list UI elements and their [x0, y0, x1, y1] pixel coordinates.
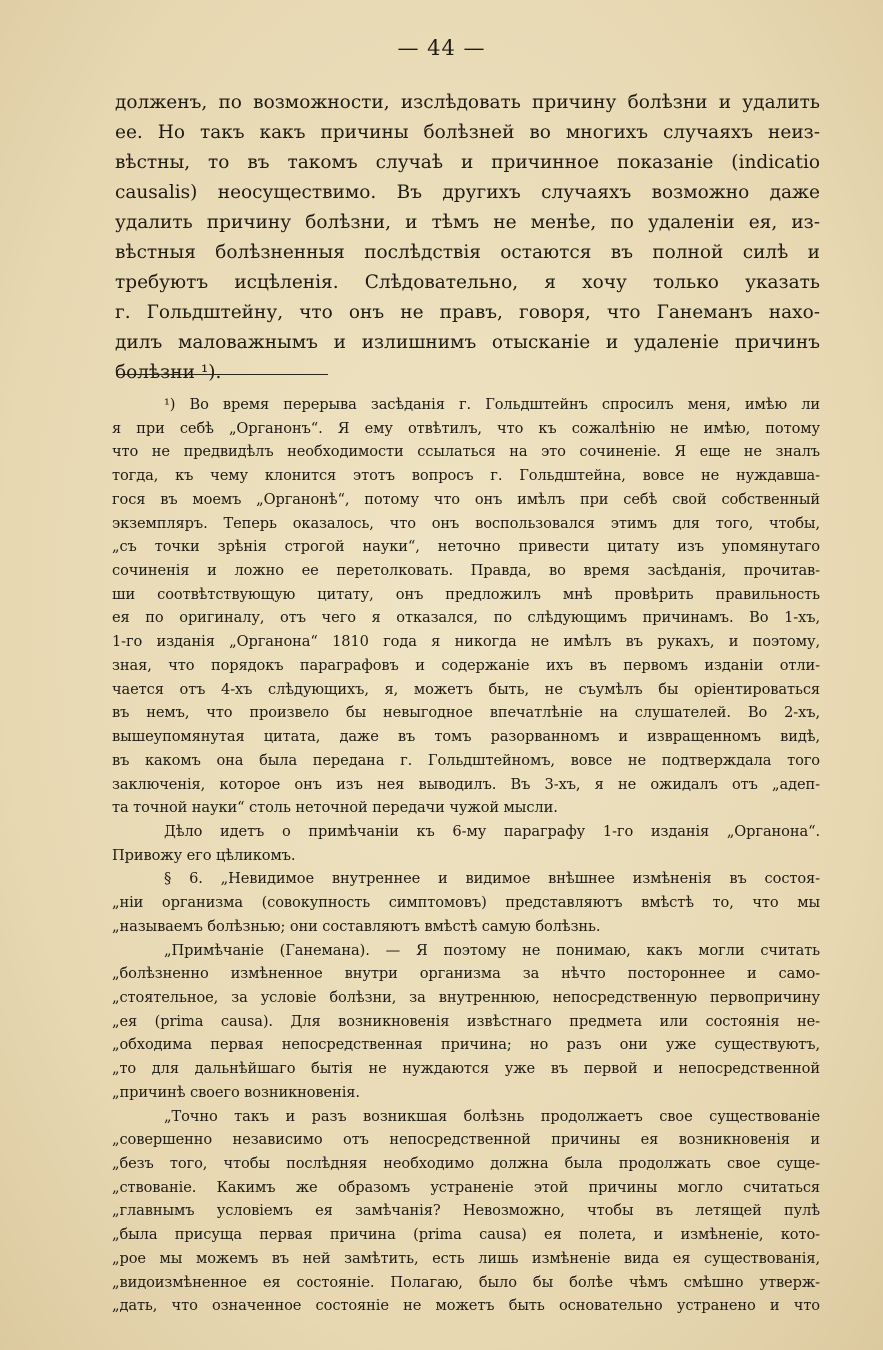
footnote-line: гося въ моемъ „Органонѣ“, потому что онъ имѣлъ при себѣ свой собственный: [112, 490, 820, 508]
footnote-line: „Точно такъ и разъ возникшая болѣзнь продолжаетъ свое существованіе: [164, 1107, 820, 1125]
main-text: [115, 88, 820, 388]
footnote-line: „причинѣ своего возникновенія.: [112, 1083, 360, 1101]
footnote-line: экземпляръ. Теперь оказалось, что онъ воспользовался этимъ для того, чтобы,: [112, 514, 820, 532]
main-text-line: долженъ, по возможности, изслѣдовать причину болѣзни и удалить: [115, 92, 820, 113]
main-text-line: ее. Но такъ какъ причины болѣзней во многихъ случаяхъ неиз-: [115, 122, 820, 143]
footnote-line: Дѣло идетъ о примѣчаніи къ 6-му параграфу 1-го изданія „Органона“.: [164, 822, 820, 840]
footnote-line: сочиненія и ложно ее перетолковать. Правда, во время засѣданія, прочитав-: [112, 562, 820, 580]
footnote-line: § 6. „Невидимое внутреннее и видимое внѣшнее измѣненія въ состоя-: [164, 870, 820, 888]
footnote-line: что не предвидѣлъ необходимости ссылаться на это сочиненіе. Я еще не зналъ: [112, 443, 820, 461]
footnote-line: чается отъ 4-хъ слѣдующихъ, я, можетъ быть, не съумѣлъ бы оріентироваться: [112, 680, 820, 698]
footnote-line: „главнымъ условіемъ ея замѣчанія? Невозможно, чтобы въ летящей пулѣ: [112, 1202, 820, 1220]
footnote-line: „ея (prima causa). Для возникновенія извѣстнаго предмета или состоянія не-: [112, 1012, 820, 1030]
footnote-line: „видоизмѣненное ея состояніе. Полагаю, было бы болѣе чѣмъ смѣшно утверж-: [112, 1273, 820, 1291]
main-text-line: удалить причину болѣзни, и тѣмъ не менѣе, по удаленіи ея, из-: [115, 212, 820, 233]
footnote-line: „стоятельное, за условіе болѣзни, за внутреннюю, непосредственную первопричину: [112, 988, 820, 1006]
main-text-line: дилъ маловажнымъ и излишнимъ отысканіе и удаленіе причинъ: [115, 332, 820, 353]
footnote-line: Привожу его цѣликомъ.: [112, 846, 296, 864]
footnote-line: заключенія, которое онъ изъ нея выводилъ. Въ 3-хъ, я не ожидалъ отъ „адеп-: [112, 775, 820, 793]
footnote-line: „дать, что означенное состояніе не можетъ быть основательно устранено и что: [112, 1297, 820, 1315]
footnote-line: тогда, къ чему клонится этотъ вопросъ г. Гольдштейна, вовсе не нуждавша-: [112, 467, 820, 485]
footnote-line: „совершенно независимо отъ непосредственной причины ея возникновенія и: [112, 1131, 820, 1149]
footnote-line: „то для дальнѣйшаго бытія не нуждаются уже въ первой и непосредственной: [112, 1060, 820, 1078]
page-number: — 44 —: [397, 36, 486, 60]
footnote-line: „безъ того, чтобы послѣдняя необходимо должна была продолжать свое суще-: [112, 1155, 820, 1172]
footnote-line: 1-го изданія „Органона“ 1810 года я никогда не имѣлъ въ рукахъ, и поэтому,: [112, 633, 820, 651]
footnote-line: я при себѣ „Органонъ“. Я ему отвѣтилъ, что къ сожалѣнію не имѣю, потому: [112, 419, 820, 437]
footnote-line: „болѣзненно измѣненное внутри организма за нѣчто постороннее и само-: [112, 965, 820, 983]
footnote-line: „называемъ болѣзнью; они составляютъ вмѣстѣ самую болѣзнь.: [112, 917, 601, 935]
footnote-line: „ствованіе. Какимъ же образомъ устраненіе этой причины могло считаться: [112, 1178, 820, 1196]
footnote-line: та точной науки“ столь неточной передачи чужой мысли.: [112, 799, 558, 817]
footnote-line: въ немъ, что произвело бы невыгодное впечатлѣніе на слушателей. Во 2-хъ,: [112, 704, 820, 722]
main-text-line: требуютъ исцѣленія. Слѣдовательно, я хочу только указать: [115, 272, 820, 293]
footnote-line: „рое мы можемъ въ ней замѣтить, есть лишь измѣненіе вида ея существованія,: [112, 1249, 820, 1267]
main-text-line: болѣзни ¹).: [115, 362, 222, 383]
footnote-line: „обходима первая непосредственная причина; но разъ они уже существуютъ,: [112, 1036, 820, 1054]
footnote-line: „Примѣчаніе (Ганемана). — Я поэтому не понимаю, какъ могли считать: [164, 941, 820, 959]
main-text-line: вѣстны, то въ такомъ случаѣ и причинное показаніе (indicatio: [115, 152, 820, 173]
main-text-line: вѣстныя болѣзненныя послѣдствія остаются въ полной силѣ и: [115, 242, 820, 263]
main-text-line: causalis) неосуществимо. Въ другихъ случаяхъ возможно даже: [115, 182, 820, 203]
footnote-line: зная, что порядокъ параграфовъ и содержаніе ихъ въ первомъ изданіи отли-: [112, 656, 820, 674]
footnote-line: ея по оригиналу, отъ чего я отказался, по слѣдующимъ причинамъ. Во 1-хъ,: [112, 609, 820, 627]
main-text-line: г. Гольдштейну, что онъ не правъ, говоря, что Ганеманъ нахо-: [115, 302, 820, 323]
footnote-line: въ какомъ она была передана г. Гольдштейномъ, вовсе не подтверждала того: [112, 751, 820, 769]
footnote-separator: [116, 374, 328, 375]
footnote: [112, 393, 820, 1318]
footnote-line: „съ точки зрѣнія строгой науки“, неточно привести цитату изъ упомянутаго: [112, 538, 820, 556]
footnote-line: вышеупомянутая цитата, даже въ томъ разорванномъ и извращенномъ видѣ,: [112, 728, 820, 746]
footnote-line: „ніи организма (совокупность симптомовъ) представляютъ вмѣстѣ то, что мы: [112, 894, 820, 912]
footnote-line: ши соотвѣтствующую цитату, онъ предложилъ мнѣ провѣрить правильность: [112, 585, 820, 603]
footnote-line: „была присуща первая причина (prima causa) ея полета, и измѣненіе, кото-: [112, 1226, 820, 1244]
footnote-line: ¹) Во время перерыва засѣданія г. Гольдштейнъ спросилъ меня, имѣю ли: [164, 396, 820, 413]
